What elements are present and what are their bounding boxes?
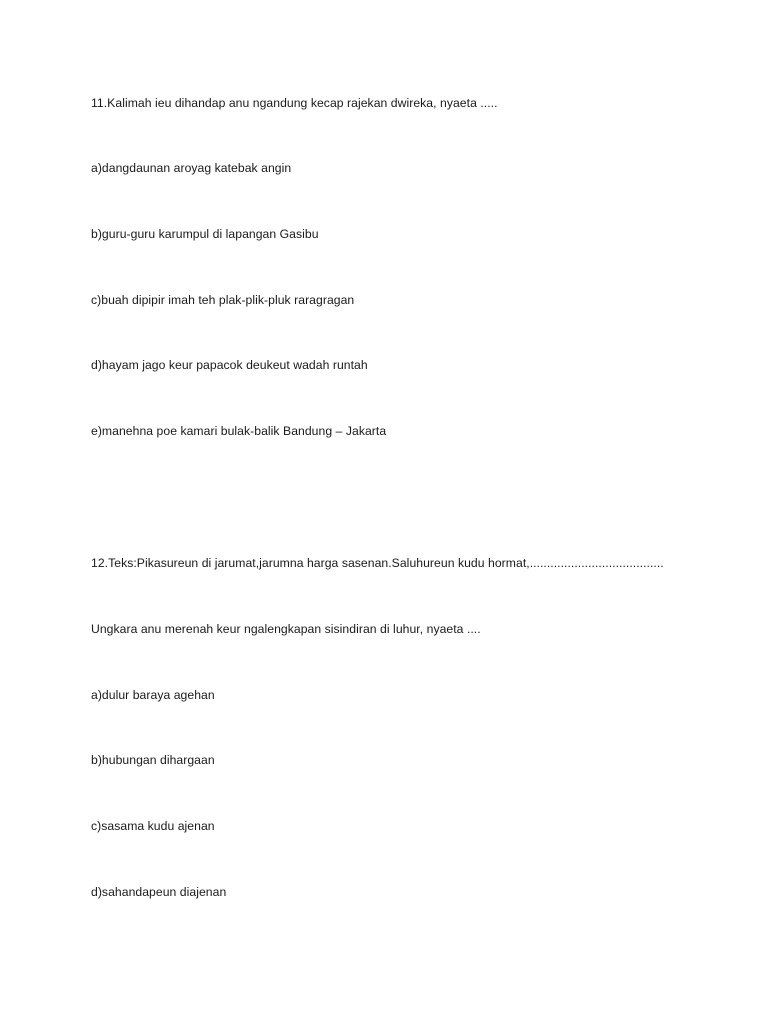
question-12-option-a: a)dulur baraya agehan	[91, 688, 215, 702]
question-11-option-e: e)manehna poe kamari bulak-balik Bandung – Jakarta	[91, 424, 387, 438]
question-12-stem: 12.Teks:Pikasureun di jarumat,jarumna harga sasenan.Saluhureun kudu hormat,.......................................	[91, 556, 664, 570]
question-11-option-a: a)dangdaunan aroyag katebak angin	[91, 161, 292, 175]
question-12-option-c: c)sasama kudu ajenan	[91, 819, 215, 833]
question-11-option-d: d)hayam jago keur papacok deukeut wadah runtah	[91, 358, 368, 372]
question-12-option-b: b)hubungan dihargaan	[91, 753, 215, 767]
question-11-stem: 11.Kalimah ieu dihandap anu ngandung kecap rajekan dwireka, nyaeta .....	[91, 96, 498, 110]
question-11-option-b: b)guru-guru karumpul di lapangan Gasibu	[91, 227, 319, 241]
question-12-instruction: Ungkara anu merenah keur ngalengkapan sisindiran di luhur, nyaeta ....	[91, 622, 481, 636]
question-11-option-c: c)buah dipipir imah teh plak-plik-pluk raragragan	[91, 293, 355, 307]
question-12-option-d: d)sahandapeun diajenan	[91, 885, 227, 899]
